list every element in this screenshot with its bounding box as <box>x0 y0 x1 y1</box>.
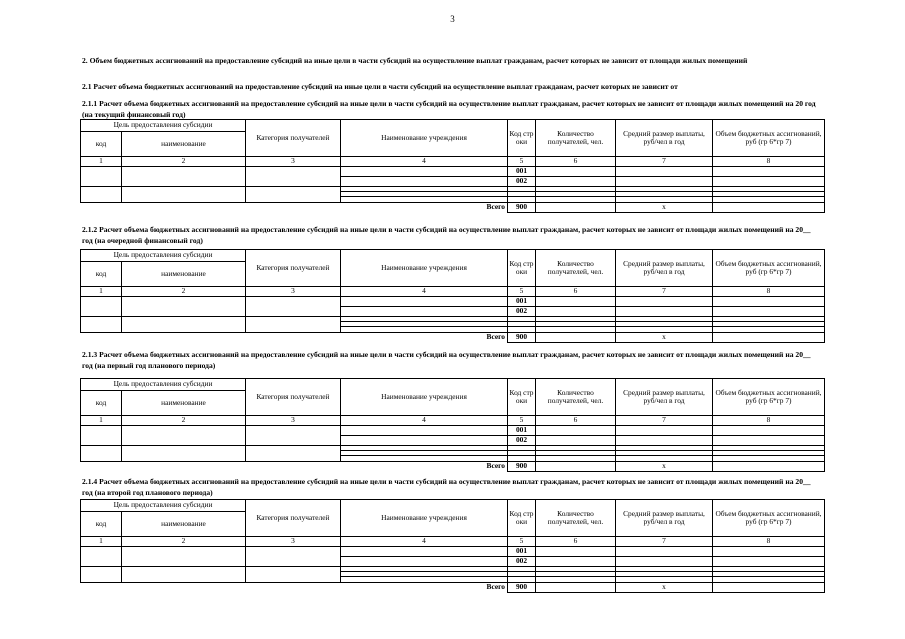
volume-cell[interactable] <box>713 425 825 435</box>
column-number: 8 <box>713 157 825 167</box>
total-count-cell[interactable] <box>536 582 616 592</box>
total-count-cell[interactable] <box>536 332 616 342</box>
avg-cell[interactable] <box>616 546 713 556</box>
table-title: 2.1.2 Расчет объема бюджетных ассигнований на предоставление субсидий на иные цели в части субсидий на осуществление выплат гражданам, расчет которых не зависит от площади жилых помещений на 20__ год (на очередной финансовый год) <box>82 225 811 245</box>
column-number: 1 <box>81 537 122 547</box>
column-number: 1 <box>81 416 122 426</box>
total-label: Всего <box>486 332 505 341</box>
calculation-table <box>80 249 825 343</box>
column-number: 6 <box>536 537 616 547</box>
volume-cell[interactable] <box>713 306 825 316</box>
volume-cell[interactable] <box>713 296 825 306</box>
category-cell[interactable] <box>246 425 341 445</box>
column-number: 4 <box>341 416 508 426</box>
total-code: 900 <box>508 332 536 342</box>
category-cell[interactable] <box>246 186 341 202</box>
header-code: код <box>81 262 122 287</box>
line-code-cell: 002 <box>508 306 536 316</box>
header-code: код <box>81 132 122 157</box>
total-code: 900 <box>508 461 536 471</box>
count-cell[interactable] <box>536 546 616 556</box>
header-avg: Средний размер выплаты, руб/чел в год <box>616 120 713 157</box>
section-title: 2. Объем бюджетных ассигнований на предоставление субсидий на иные цели в части субсидий на осуществление выплат гражданам, расчет которых не зависит от площади жилых помещений <box>82 56 748 65</box>
column-number: 6 <box>536 157 616 167</box>
subsection-title: 2.1 Расчет объема бюджетных ассигнований на предоставление субсидий на иные цели в части субсидий на осуществление выплат гражданам, расчет которых не зависит от <box>82 82 678 91</box>
goal-name-cell[interactable] <box>122 166 246 186</box>
goal-code-cell[interactable] <box>81 166 122 186</box>
header-category: Категория получателей <box>246 500 341 537</box>
column-number: 4 <box>341 287 508 297</box>
header-volume: Объем бюджетных ассигнований, руб (гр 6*гр 7) <box>713 120 825 157</box>
line-code-cell: 001 <box>508 166 536 176</box>
count-cell[interactable] <box>536 556 616 566</box>
institution-cell[interactable] <box>341 546 508 556</box>
total-code: 900 <box>508 202 536 212</box>
column-number: 2 <box>122 157 246 167</box>
avg-cell[interactable] <box>616 166 713 176</box>
avg-cell[interactable] <box>616 425 713 435</box>
line-code-cell: 002 <box>508 176 536 186</box>
institution-cell[interactable] <box>341 176 508 186</box>
header-count: Количество получателей, чел. <box>536 120 616 157</box>
avg-cell[interactable] <box>616 556 713 566</box>
total-label: Всего <box>486 582 505 591</box>
total-volume-cell[interactable] <box>713 202 825 212</box>
column-number: 8 <box>713 416 825 426</box>
total-count-cell[interactable] <box>536 461 616 471</box>
header-institution: Наименование учреждения <box>341 500 508 537</box>
line-code-cell: 002 <box>508 435 536 445</box>
column-number: 3 <box>246 157 341 167</box>
header-category: Категория получателей <box>246 250 341 287</box>
category-cell[interactable] <box>246 316 341 332</box>
institution-cell[interactable] <box>341 435 508 445</box>
goal-code-cell[interactable] <box>81 546 122 566</box>
volume-cell[interactable] <box>713 546 825 556</box>
header-goal-group: Цель предоставления субсидии <box>81 250 246 262</box>
avg-cell[interactable] <box>616 296 713 306</box>
header-code: код <box>81 391 122 416</box>
total-avg-x: x <box>616 332 713 342</box>
header-name: наименование <box>122 132 246 157</box>
column-number: 5 <box>508 416 536 426</box>
column-number: 5 <box>508 287 536 297</box>
page-number: 3 <box>450 14 455 24</box>
header-avg: Средний размер выплаты, руб/чел в год <box>616 379 713 416</box>
count-cell[interactable] <box>536 166 616 176</box>
column-number: 3 <box>246 287 341 297</box>
total-label: Всего <box>486 461 505 470</box>
calculation-table <box>80 499 825 593</box>
header-goal-group: Цель предоставления субсидии <box>81 500 246 512</box>
header-category: Категория получателей <box>246 379 341 416</box>
column-number: 7 <box>616 416 713 426</box>
header-line-code: Код строки <box>508 250 536 287</box>
line-code-cell: 001 <box>508 546 536 556</box>
column-number: 3 <box>246 537 341 547</box>
column-number: 1 <box>81 287 122 297</box>
column-number: 2 <box>122 537 246 547</box>
header-institution: Наименование учреждения <box>341 120 508 157</box>
line-code-cell: 002 <box>508 556 536 566</box>
calculation-table <box>80 119 825 213</box>
line-code-cell: 001 <box>508 296 536 306</box>
total-volume-cell[interactable] <box>713 461 825 471</box>
column-number: 8 <box>713 287 825 297</box>
header-goal-group: Цель предоставления субсидии <box>81 379 246 391</box>
total-volume-cell[interactable] <box>713 332 825 342</box>
column-number: 6 <box>536 416 616 426</box>
volume-cell[interactable] <box>713 176 825 186</box>
column-number: 8 <box>713 537 825 547</box>
column-number: 4 <box>341 537 508 547</box>
goal-name-cell[interactable] <box>122 296 246 316</box>
header-line-code: Код строки <box>508 500 536 537</box>
header-name: наименование <box>122 512 246 537</box>
goal-code-cell[interactable] <box>81 296 122 316</box>
volume-cell[interactable] <box>713 556 825 566</box>
institution-cell[interactable] <box>341 556 508 566</box>
total-volume-cell[interactable] <box>713 582 825 592</box>
column-number: 5 <box>508 537 536 547</box>
column-number: 1 <box>81 157 122 167</box>
column-number: 4 <box>341 157 508 167</box>
goal-name-cell[interactable] <box>122 186 246 202</box>
avg-cell[interactable] <box>616 306 713 316</box>
header-count: Количество получателей, чел. <box>536 500 616 537</box>
header-category: Категория получателей <box>246 120 341 157</box>
category-cell[interactable] <box>246 445 341 461</box>
goal-name-cell[interactable] <box>122 316 246 332</box>
goal-code-cell[interactable] <box>81 566 122 582</box>
institution-cell[interactable] <box>341 166 508 176</box>
header-line-code: Код строки <box>508 120 536 157</box>
total-avg-x: x <box>616 461 713 471</box>
category-cell[interactable] <box>246 166 341 186</box>
table-title: 2.1.4 Расчет объема бюджетных ассигнований на предоставление субсидий на иные цели в части субсидий на осуществление выплат гражданам, расчет которых не зависит от площади жилых помещений на 20__ год (на второй год планового периода) <box>82 477 811 497</box>
count-cell[interactable] <box>536 176 616 186</box>
institution-cell[interactable] <box>341 306 508 316</box>
count-cell[interactable] <box>536 435 616 445</box>
header-count: Количество получателей, чел. <box>536 379 616 416</box>
goal-code-cell[interactable] <box>81 445 122 461</box>
total-count-cell[interactable] <box>536 202 616 212</box>
header-volume: Объем бюджетных ассигнований, руб (гр 6*гр 7) <box>713 250 825 287</box>
column-number: 2 <box>122 287 246 297</box>
line-code-cell: 001 <box>508 425 536 435</box>
category-cell[interactable] <box>246 566 341 582</box>
category-cell[interactable] <box>246 546 341 566</box>
count-cell[interactable] <box>536 306 616 316</box>
goal-code-cell[interactable] <box>81 316 122 332</box>
goal-name-cell[interactable] <box>122 566 246 582</box>
column-number: 5 <box>508 157 536 167</box>
column-number: 3 <box>246 416 341 426</box>
count-cell[interactable] <box>536 425 616 435</box>
column-number: 6 <box>536 287 616 297</box>
volume-cell[interactable] <box>713 435 825 445</box>
avg-cell[interactable] <box>616 176 713 186</box>
header-volume: Объем бюджетных ассигнований, руб (гр 6*гр 7) <box>713 379 825 416</box>
count-cell[interactable] <box>536 296 616 306</box>
header-institution: Наименование учреждения <box>341 250 508 287</box>
header-name: наименование <box>122 262 246 287</box>
calculation-table <box>80 378 825 472</box>
goal-code-cell[interactable] <box>81 186 122 202</box>
header-avg: Средний размер выплаты, руб/чел в год <box>616 250 713 287</box>
column-number: 7 <box>616 157 713 167</box>
goal-name-cell[interactable] <box>122 425 246 445</box>
header-name: наименование <box>122 391 246 416</box>
goal-name-cell[interactable] <box>122 445 246 461</box>
total-code: 900 <box>508 582 536 592</box>
institution-cell[interactable] <box>341 425 508 435</box>
total-label: Всего <box>486 202 505 211</box>
total-avg-x: x <box>616 582 713 592</box>
avg-cell[interactable] <box>616 435 713 445</box>
table-title: 2.1.1 Расчет объема бюджетных ассигнований на предоставление субсидий на иные цели в части субсидий на осуществление выплат гражданам, расчет которых не зависит от площади жилых помещений на 20 год (на текущий финансовый год) <box>82 99 816 119</box>
column-number: 7 <box>616 537 713 547</box>
header-count: Количество получателей, чел. <box>536 250 616 287</box>
institution-cell[interactable] <box>341 296 508 306</box>
table-title: 2.1.3 Расчет объема бюджетных ассигнований на предоставление субсидий на иные цели в части субсидий на осуществление выплат гражданам, расчет которых не зависит от площади жилых помещений на 20__ год (на первый год планового периода) <box>82 350 811 370</box>
header-code: код <box>81 512 122 537</box>
header-goal-group: Цель предоставления субсидии <box>81 120 246 132</box>
column-number: 7 <box>616 287 713 297</box>
header-line-code: Код строки <box>508 379 536 416</box>
goal-code-cell[interactable] <box>81 425 122 445</box>
category-cell[interactable] <box>246 296 341 316</box>
total-avg-x: x <box>616 202 713 212</box>
goal-name-cell[interactable] <box>122 546 246 566</box>
volume-cell[interactable] <box>713 166 825 176</box>
header-avg: Средний размер выплаты, руб/чел в год <box>616 500 713 537</box>
header-volume: Объем бюджетных ассигнований, руб (гр 6*гр 7) <box>713 500 825 537</box>
header-institution: Наименование учреждения <box>341 379 508 416</box>
column-number: 2 <box>122 416 246 426</box>
